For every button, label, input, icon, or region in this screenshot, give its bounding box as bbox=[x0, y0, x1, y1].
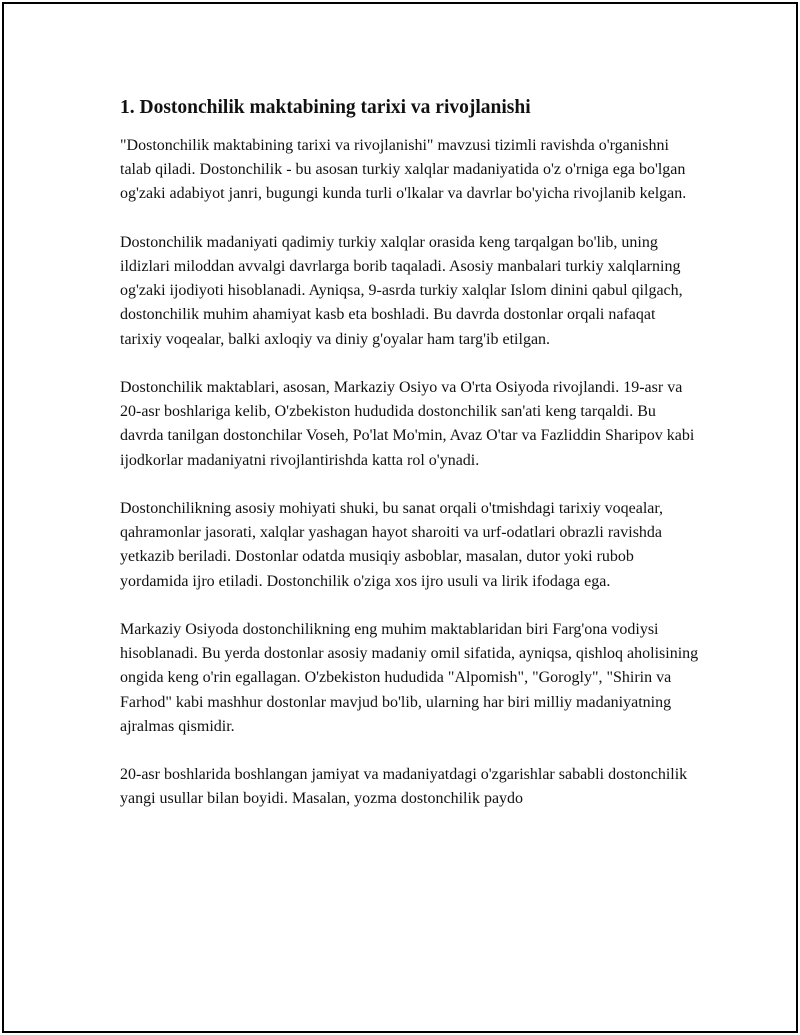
page-frame bbox=[2, 2, 798, 1033]
paragraph-fergana: Markaziy Osiyoda dostonchilikning eng muhim maktablaridan biri Farg'ona vodiysi hisoblanadi. Bu yerda dostonlar asosiy madaniy omil sifatida, ayniqsa, qishloq aholisining ongida keng o'rin egallagan. O'zbekiston hududida "Alpomish", "Gorogly", "Shirin va Farhod" kabi mashhur dostonlar mavjud bo'lib, ularning har biri milliy madaniyatning ajralmas qismidir. bbox=[120, 621, 699, 735]
paragraph-20th-century: 20-asr boshlarida boshlangan jamiyat va madaniyatdagi o'zgarishlar sababli dostonchilik yangi usullar bilan boyidi. Masalan, yozma dostonchilik paydo bbox=[120, 766, 688, 808]
document-body bbox=[120, 94, 700, 836]
paragraph-origins: Dostonchilik madaniyati qadimiy turkiy xalqlar orasida keng tarqalgan bo'lib, uning ildizlari miloddan avvalgi davrlarga borib taqaladi. Asosiy manbalari turkiy xalqlarning og'zaki ijodiyoti hisoblanadi. Ayniqsa, 9-asrda turkiy xalqlar Islom dinini qabul qilgach, dostonchilik muhim ahamiyat kasb eta boshladi. Bu davrda dostonlar orqali nafaqat tarixiy voqealar, balki axloqiy va diniy g'oyalar ham targ'ib etilgan. bbox=[120, 233, 683, 348]
paragraph-schools: Dostonchilik maktablari, asosan, Markaziy Osiyo va O'rta Osiyoda rivojlandi. 19-asr va 20-asr boshlariga kelib, O'zbekiston hududida dostonchilik san'ati keng tarqaldi. Bu davrda tanilgan dostonchilar Voseh, Po'lat Mo'min, Avaz O'tar va Fazliddin Sharipov kabi ijodkorlar madaniyatni rivojlantirishda katta rol o'ynadi. bbox=[120, 379, 695, 469]
paragraph-intro: "Dostonchilik maktabining tarixi va rivojlanishi" mavzusi tizimli ravishda o'rganishni talab qiladi. Dostonchilik - bu asosan turkiy xalqlar madaniyatida o'z o'rniga ega bo'lgan og'zaki adabiyot janri, bugungi kunda turli o'lkalar va davrlar bo'yicha rivojlanib kelgan. bbox=[120, 137, 687, 203]
document-title: 1. Dostonchilik maktabining tarixi va rivojlanishi bbox=[120, 97, 531, 118]
paragraph-essence: Dostonchilikning asosiy mohiyati shuki, bu sanat orqali o'tmishdagi tarixiy voqealar, qahramonlar jasorati, xalqlar yashagan hayot sharoiti va urf-odatlari obrazli ravishda yetkazib beriladi. Dostonlar odatda musiqiy asboblar, masalan, dutor yoki rubob yordamida ijro etiladi. Dostonchilik o'ziga xos ijro usuli va lirik ifodaga ega. bbox=[120, 500, 664, 590]
